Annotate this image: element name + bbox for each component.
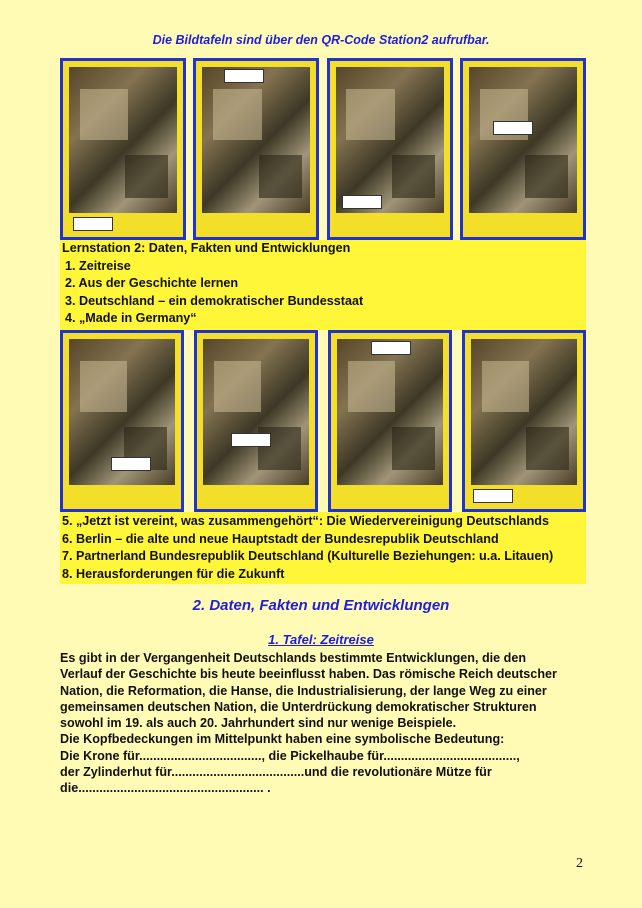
collage-image bbox=[69, 67, 177, 213]
sub-title: 1. Tafel: Zeitreise bbox=[268, 632, 374, 647]
panel-caption-label bbox=[224, 69, 264, 83]
picture-panel-6[interactable] bbox=[194, 330, 318, 512]
picture-panel-2[interactable] bbox=[193, 58, 319, 240]
text-line: Nation, die Reformation, die Hanse, die Industrialisierung, der lange Weg zu einer bbox=[60, 683, 547, 698]
lernstation-title: Lernstation 2: Daten, Fakten und Entwicklungen bbox=[62, 241, 351, 255]
panel-caption-label bbox=[493, 121, 533, 135]
panel-caption-label bbox=[231, 433, 271, 447]
picture-panels-row-1 bbox=[60, 58, 586, 240]
collage-image bbox=[471, 339, 577, 485]
list-item: 6. Berlin – die alte und neue Hauptstadt der Bundesrepublik Deutschland bbox=[62, 531, 499, 546]
list-item: 7. Partnerland Bundesrepublik Deutschland (Kulturelle Beziehungen: u.a. Litauen) bbox=[62, 549, 554, 563]
text-line: Die Kopfbedeckungen im Mittelpunkt haben eine symbolische Bedeutung: bbox=[60, 732, 505, 747]
list-item: 2. Aus der Geschichte lernen bbox=[65, 276, 239, 290]
list-item: 5. „Jetzt ist vereint, was zusammengehört“: Die Wiedervereinigung Deutschlands bbox=[62, 514, 549, 528]
text-line: sowohl im 19. als auch 20. Jahrhundert sind nur wenige Beispiele. bbox=[60, 716, 457, 731]
header-note: Die Bildtafeln sind über den QR-Code Station2 aufrufbar. bbox=[152, 33, 490, 47]
list-item: 4. „Made in Germany“ bbox=[65, 311, 197, 325]
picture-panel-4[interactable] bbox=[460, 58, 586, 240]
text-line: Es gibt in der Vergangenheit Deutschlands bestimmte Entwicklungen, die den bbox=[60, 651, 527, 665]
page-number: 2 bbox=[576, 856, 583, 871]
picture-panel-7[interactable] bbox=[328, 330, 452, 512]
panel-caption-label bbox=[371, 341, 411, 355]
lernstation-box-2 bbox=[60, 512, 586, 584]
collage-image bbox=[203, 339, 309, 485]
picture-panel-5[interactable] bbox=[60, 330, 184, 512]
text-line: der Zylinderhut für......................................und die revolutionäre Mütze für bbox=[60, 765, 492, 780]
panel-caption-label bbox=[342, 195, 382, 209]
list-item: 3. Deutschland – ein demokratischer Bundesstaat bbox=[65, 293, 364, 308]
panel-caption-label bbox=[73, 217, 113, 231]
picture-panel-3[interactable] bbox=[327, 58, 453, 240]
collage-image bbox=[336, 67, 444, 213]
text-line: Die Krone für..................................., die Pickelhaube für......................................, bbox=[60, 748, 520, 763]
collage-image bbox=[469, 67, 577, 213]
picture-panel-1[interactable] bbox=[60, 58, 186, 240]
body-text bbox=[60, 650, 600, 797]
picture-panel-8[interactable] bbox=[462, 330, 586, 512]
picture-panels-row-2 bbox=[60, 330, 586, 512]
section-title: 2. Daten, Fakten und Entwicklungen bbox=[192, 597, 450, 614]
collage-image bbox=[202, 67, 310, 213]
lernstation-box-1 bbox=[60, 240, 586, 330]
text-line: die..................................................... . bbox=[60, 781, 271, 796]
collage-image bbox=[337, 339, 443, 485]
text-line: gemeinsamen deutschen Nation, die Unterdrückung demokratischer Strukturen bbox=[60, 699, 537, 714]
text-line: Verlauf der Geschichte bis heute beeinflusst haben. Das römische Reich deutscher bbox=[60, 667, 557, 682]
panel-caption-label bbox=[473, 489, 513, 503]
list-item: 8. Herausforderungen für die Zukunft bbox=[62, 566, 285, 581]
list-item: 1. Zeitreise bbox=[65, 258, 131, 273]
panel-caption-label bbox=[111, 457, 151, 471]
